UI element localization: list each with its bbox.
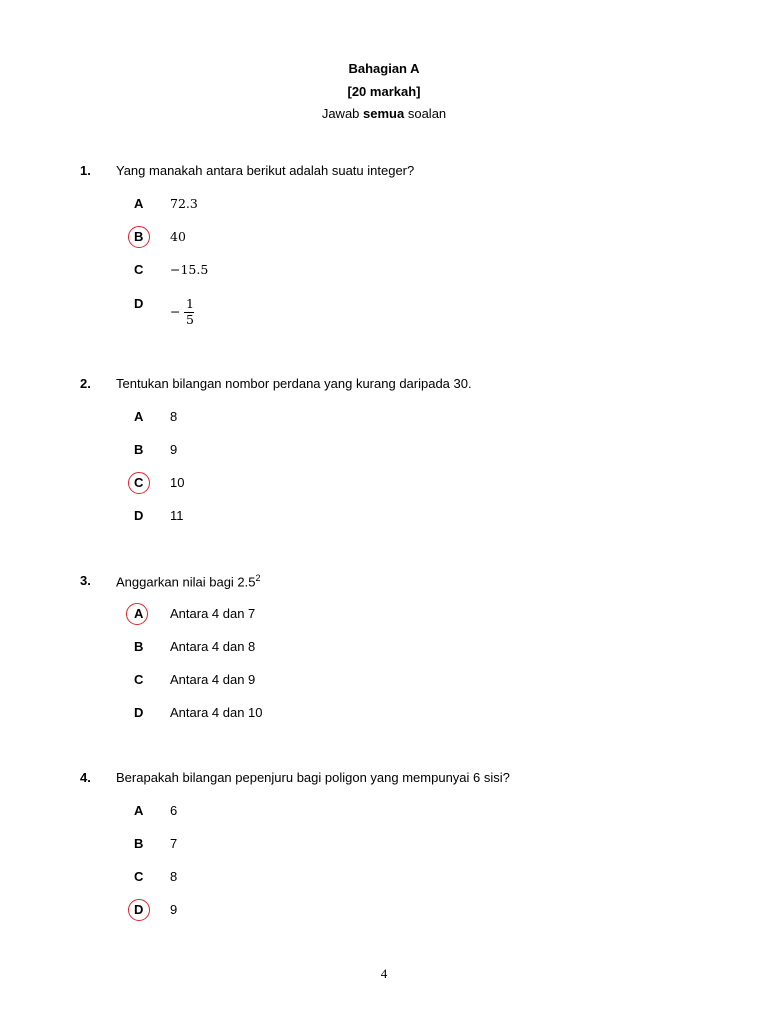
question-number: 3. — [80, 573, 91, 588]
option-text: 40 — [170, 229, 186, 244]
option-text: 11 — [170, 508, 184, 523]
option-letter: A — [134, 196, 144, 211]
section-title: Bahagian A — [348, 61, 420, 76]
question-text: Anggarkan nilai bagi $2.5^2$ — [116, 573, 261, 590]
option-letter: B — [134, 229, 144, 244]
option-text: 6 — [170, 803, 178, 818]
option-letter: D — [134, 508, 144, 523]
option-text: Antara 4 dan 7 — [170, 606, 256, 621]
option-text: Antara 4 dan 8 — [170, 639, 256, 654]
option-letter: D — [134, 296, 144, 311]
option-text: 9 — [170, 902, 178, 917]
fraction-minus: − — [170, 304, 181, 319]
option-letter: D — [134, 705, 144, 720]
option-text: 8 — [170, 869, 178, 884]
option-letter: C — [134, 262, 144, 277]
option-text: 10 — [170, 475, 185, 490]
option-letter: A — [134, 409, 144, 424]
fraction-numerator: 1 — [186, 296, 194, 311]
option-text: 72.3 — [170, 196, 198, 211]
option-letter: C — [134, 475, 144, 490]
option-letter: B — [134, 836, 144, 851]
question-text: Berapakah bilangan pepenjuru bagi poligon yang mempunyai 6 sisi? — [116, 770, 510, 785]
question-text: Tentukan bilangan nombor perdana yang kurang daripada 30. — [116, 376, 472, 391]
question-number: 2. — [80, 376, 91, 391]
option-letter: B — [134, 639, 144, 654]
question-text: Yang manakah antara berikut adalah suatu integer? — [116, 163, 415, 178]
page-number: 4 — [380, 966, 388, 981]
option-text: −15.5 — [170, 262, 209, 277]
option-text: 7 — [170, 836, 178, 851]
option-letter: B — [134, 442, 144, 457]
option-letter: A — [134, 606, 144, 621]
option-text: Antara 4 dan 10 — [170, 705, 263, 720]
option-letter: D — [134, 902, 144, 917]
section-marks: [20 markah] — [347, 84, 421, 99]
option-letter: C — [134, 869, 144, 884]
option-text: 8 — [170, 409, 178, 424]
option-text: 9 — [170, 442, 178, 457]
option-text: Antara 4 dan 9 — [170, 672, 256, 687]
option-letter: A — [134, 803, 144, 818]
question-number: 4. — [80, 770, 91, 785]
section-instruction: Jawab semua soalan — [321, 106, 447, 121]
question-number: 1. — [80, 163, 91, 178]
option-letter: C — [134, 672, 144, 687]
fraction-denominator: 5 — [186, 312, 194, 327]
